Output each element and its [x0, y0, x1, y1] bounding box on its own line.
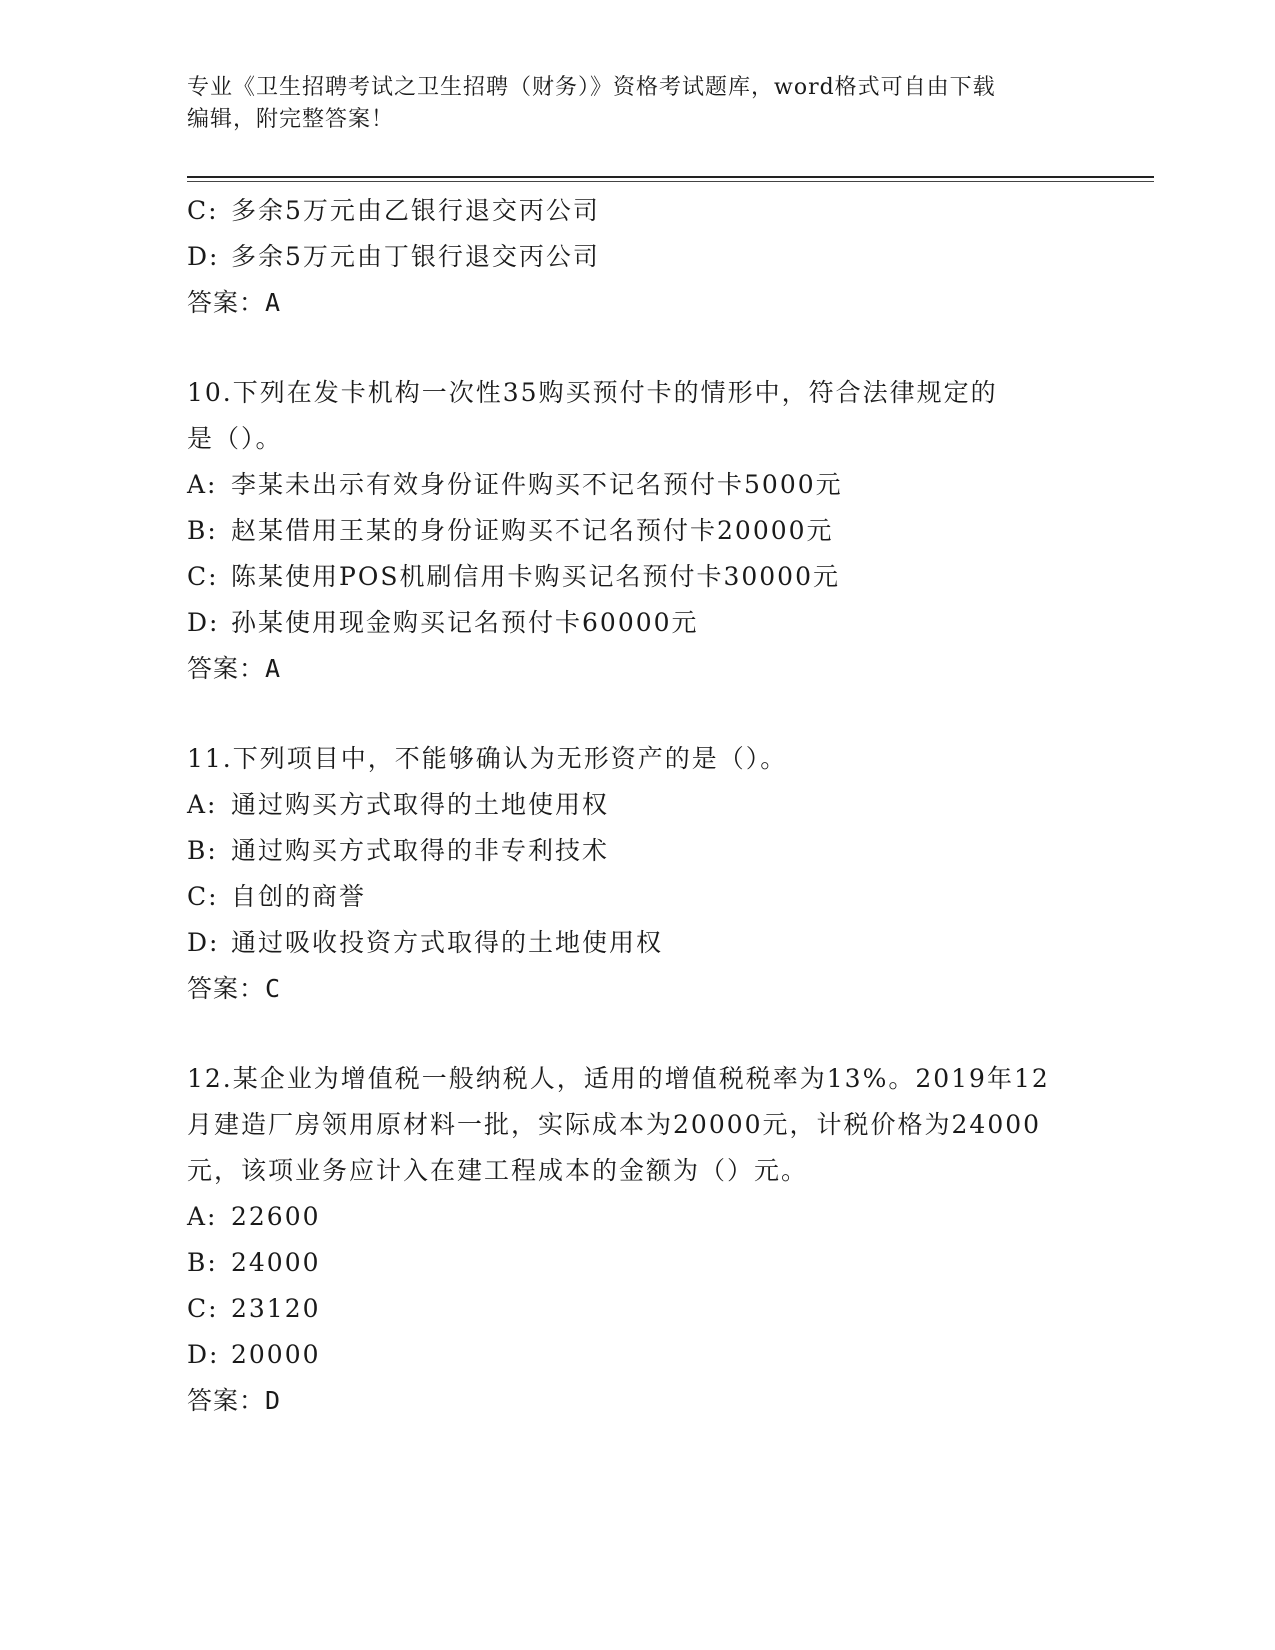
option-label: D: [187, 928, 220, 957]
option-text: 24000 [231, 1248, 321, 1277]
document-header [187, 72, 1087, 136]
spacer [187, 1012, 1147, 1056]
question-stem-line: 11.下列项目中，不能够确认为无形资产的是（）。 [187, 744, 788, 773]
option-row [187, 600, 1147, 646]
question-stem-line: 12.某企业为增值税一般纳税人，适用的增值税税率为13%。2019年12 [187, 1064, 1050, 1093]
option-row [187, 1240, 1147, 1286]
answer-line: 答案：A [187, 654, 282, 683]
option-row [187, 188, 1147, 234]
question-stem-line: 10.下列在发卡机构一次性35购买预付卡的情形中，符合法律规定的 [187, 378, 998, 407]
question-stem-line: 元，该项业务应计入在建工程成本的金额为（）元。 [187, 1156, 809, 1185]
question-stem-line: 是（）。 [187, 424, 283, 453]
option-row [187, 462, 1147, 508]
header-divider-thick [187, 176, 1154, 178]
option-text: 20000 [231, 1340, 321, 1369]
option-text: 孙某使用现金购买记名预付卡60000元 [231, 608, 699, 637]
option-label: A: [187, 790, 218, 819]
answer-line: 答案：C [187, 974, 282, 1003]
answer-line: 答案：A [187, 288, 282, 317]
question-block-10 [187, 370, 1147, 692]
header-line-2: 编辑，附完整答案！ [187, 107, 395, 132]
option-label: D: [187, 608, 220, 637]
option-label: C: [187, 882, 219, 911]
question-block-12 [187, 1056, 1147, 1424]
option-row [187, 234, 1147, 280]
option-label: A: [187, 1202, 218, 1231]
question-stem-line: 月建造厂房领用原材料一批，实际成本为20000元，计税价格为24000 [187, 1110, 1042, 1139]
header-divider-thin [187, 181, 1154, 182]
option-label: A: [187, 470, 218, 499]
option-row [187, 1286, 1147, 1332]
option-text: 通过购买方式取得的土地使用权 [231, 790, 610, 819]
header-line-1: 专业《卫生招聘考试之卫生招聘（财务）》资格考试题库，word格式可自由下载 [187, 75, 996, 100]
option-row [187, 874, 1147, 920]
answer-line: 答案：D [187, 1386, 282, 1415]
option-text: 多余5万元由乙银行退交丙公司 [231, 196, 600, 225]
option-text: 通过吸收投资方式取得的土地使用权 [231, 928, 664, 957]
option-text: 多余5万元由丁银行退交丙公司 [231, 242, 600, 271]
option-text: 通过购买方式取得的非专利技术 [231, 836, 610, 865]
option-text: 22600 [231, 1202, 321, 1231]
option-row [187, 828, 1147, 874]
question-content [187, 188, 1147, 1424]
option-row [187, 1332, 1147, 1378]
option-text: 赵某借用王某的身份证购买不记名预付卡20000元 [231, 516, 834, 545]
option-row [187, 782, 1147, 828]
option-row [187, 1194, 1147, 1240]
option-row [187, 554, 1147, 600]
prev-question-block [187, 188, 1147, 326]
option-text: 陈某使用POS机刷信用卡购买记名预付卡30000元 [231, 562, 840, 591]
option-label: D: [187, 242, 220, 271]
option-text: 李某未出示有效身份证件购买不记名预付卡5000元 [231, 470, 843, 499]
question-block-11 [187, 736, 1147, 1012]
option-label: C: [187, 562, 219, 591]
spacer [187, 692, 1147, 736]
option-label: C: [187, 196, 219, 225]
option-row [187, 508, 1147, 554]
spacer [187, 326, 1147, 370]
option-text: 23120 [231, 1294, 321, 1323]
option-label: D: [187, 1340, 220, 1369]
option-label: B: [187, 836, 218, 865]
option-row [187, 920, 1147, 966]
option-label: B: [187, 516, 218, 545]
option-label: B: [187, 1248, 218, 1277]
option-label: C: [187, 1294, 219, 1323]
option-text: 自创的商誉 [231, 882, 367, 911]
